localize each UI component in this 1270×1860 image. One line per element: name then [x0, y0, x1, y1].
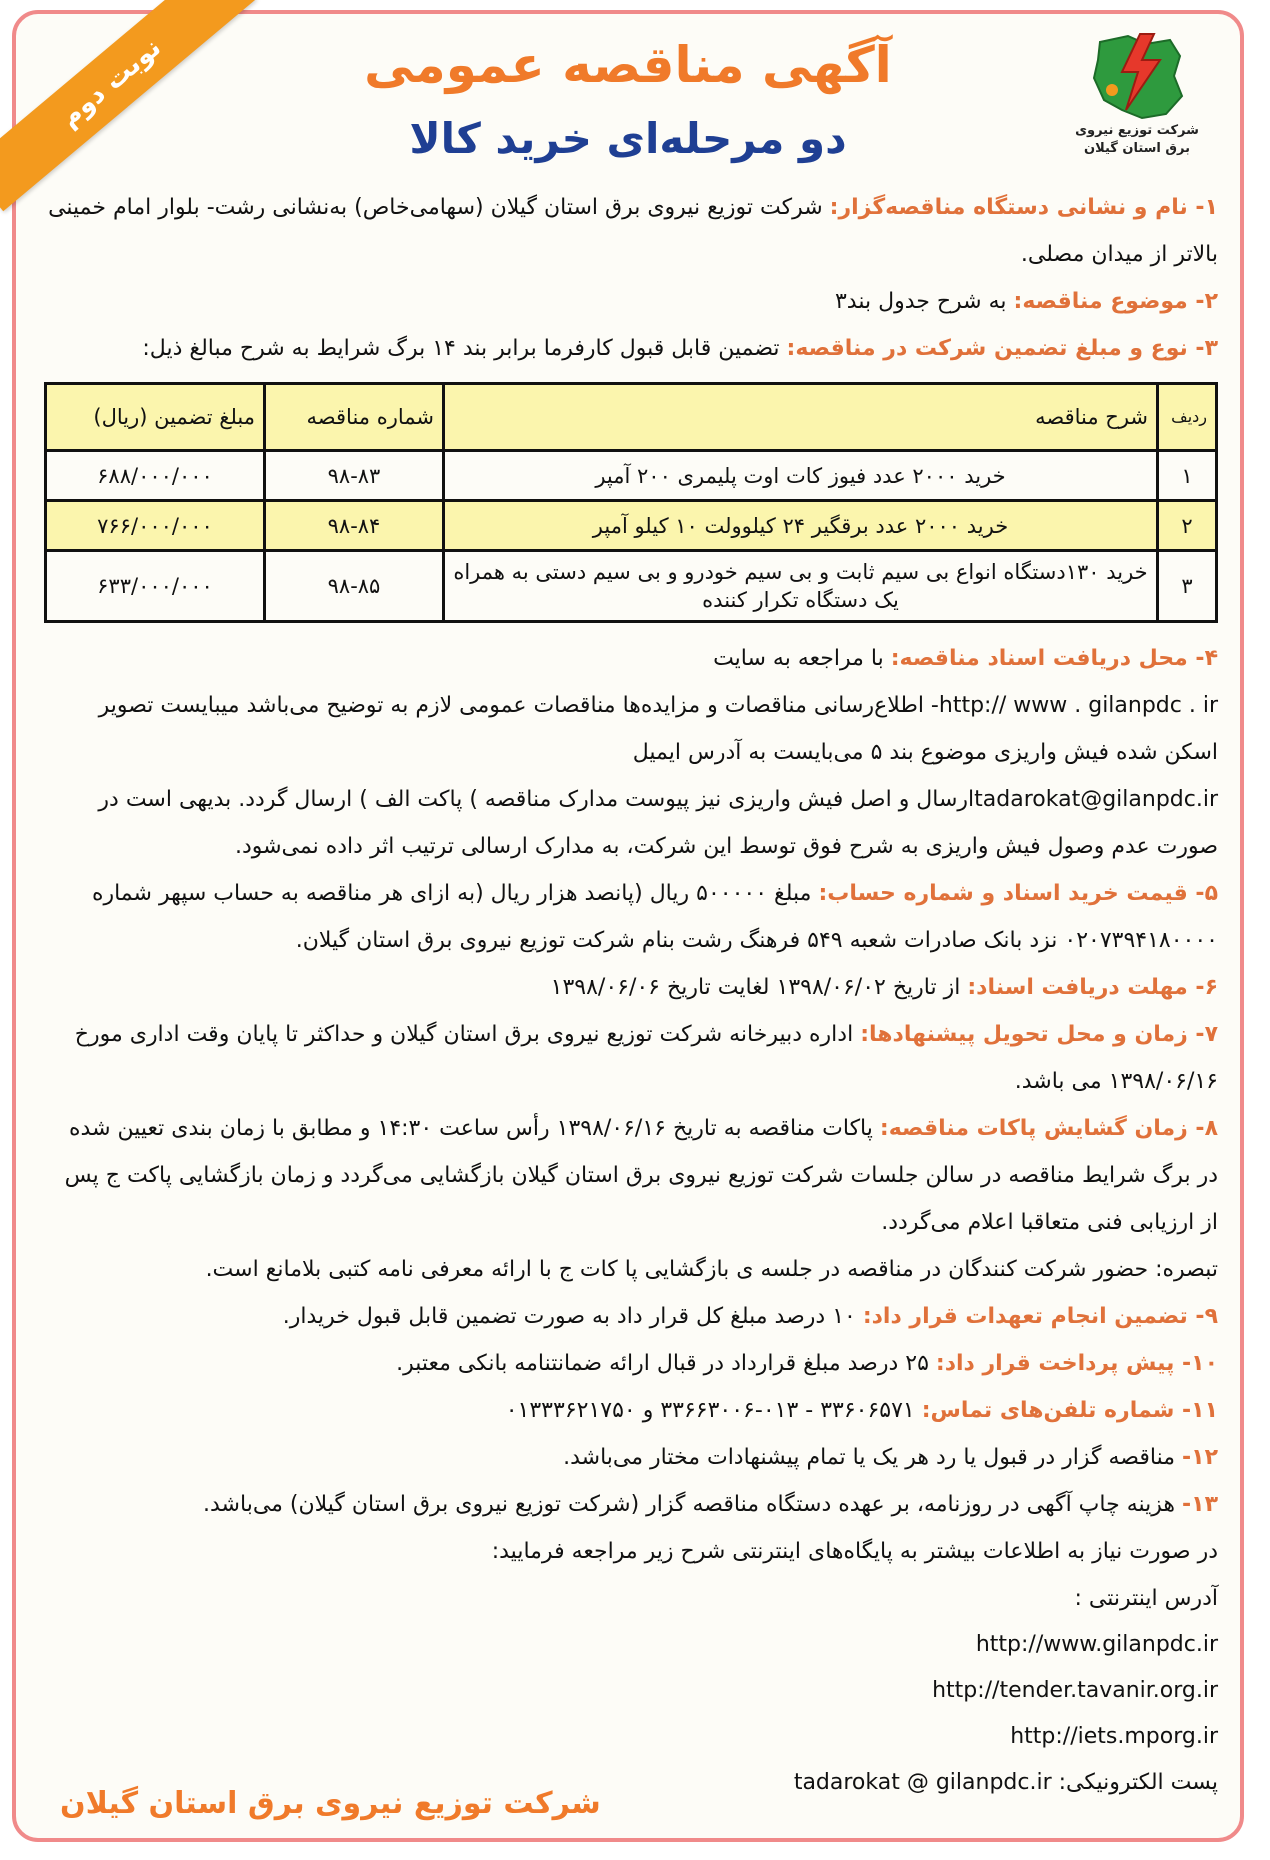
item-4-text-3: ارسال و اصل فیش واریزی نیز پیوست مدارک مناقصه ) پاکت الف ) ارسال گردد. بدیهی است در صورت عدم وصول فیش واریزی به شرح فوق توسط این شرکت، به مدارک ارسالی ترتیب اثر داده نمی‌شود.: [98, 787, 1218, 859]
link-tavanir[interactable]: http://tender.tavanir.org.ir: [932, 1678, 1218, 1703]
header-guarantee-amount: مبلغ تضمین (ریال): [46, 384, 265, 451]
item-7-text: اداره دبیرخانه شرکت توزیع نیروی برق استان گیلان و حداکثر تا پایان وقت اداری مورخ ۱۳۹۸/۰۶/۱۶ می باشد.: [74, 1022, 1218, 1094]
item-10-label: ۱۰- پیش پرداخت قرار داد:: [935, 1351, 1218, 1376]
email-address[interactable]: tadarokat @ gilanpdc.ir: [793, 1770, 1052, 1795]
email-label: پست الکترونیکی:: [1058, 1770, 1218, 1795]
item-6-text: از تاریخ ۱۳۹۸/۰۶/۰۲ لغایت تاریخ ۱۳۹۸/۰۶/۰۶: [550, 975, 961, 1000]
item-4-label: ۴- محل دریافت اسناد مناقصه:: [890, 646, 1218, 671]
item-7-label: ۷- زمان و محل تحویل پیشنهادها:: [860, 1022, 1218, 1047]
link-list: [44, 1622, 1218, 1806]
table-row: [46, 451, 1217, 501]
item-8-label: ۸- زمان گشایش پاکات مناقصه:: [879, 1116, 1218, 1141]
header-row-number: ردیف: [1158, 384, 1217, 451]
item-1-text: شرکت توزیع نیروی برق استان گیلان (سهامی‌خاص) به‌نشانی رشت- بلوار امام خمینی بالاتر از میدان مصلی.: [48, 195, 1218, 267]
item-4-email-link[interactable]: tadarokat@gilanpdc.ir: [974, 787, 1218, 812]
page-title: آگهی مناقصه عمومی: [364, 36, 892, 94]
item-2: [44, 278, 1218, 325]
item-9-label: ۹- تضمین انجام تعهدات قرار داد:: [862, 1304, 1218, 1329]
item-4-site-link[interactable]: http:// www . gilanpdc . ir: [938, 693, 1218, 718]
item-6: [44, 964, 1218, 1011]
item-4-text-2: - اطلاع‌رسانی مناقصات و مزایده‌ها مناقصات عمومی لازم به توضیح می‌باشد میبایست تصویر اسکن شده فیش واریزی موضوع بند ۵ می‌بایست به آدرس ایمیل: [98, 693, 1218, 765]
item-3-label: ۳- نوع و مبلغ تضمین شرکت در مناقصه:: [786, 336, 1218, 361]
item-13-label: ۱۳-: [1182, 1492, 1218, 1517]
announcement-body: [44, 184, 1218, 1806]
item-12: [44, 1434, 1218, 1481]
item-13: [44, 1481, 1218, 1528]
cell-number: ۹۸-۸۳: [265, 451, 444, 501]
item-9: [44, 1293, 1218, 1340]
item-3-text: تضمین قابل قبول کارفرما برابر بند ۱۴ برگ شرایط به شرح مبالغ ذیل:: [142, 336, 780, 361]
item-7: [44, 1011, 1218, 1105]
note: تبصره: حضور شرکت کنندگان در مناقصه در جلسه ی بازگشایی پا کات ج با ارائه معرفی نامه کتبی بلامانع است.: [205, 1257, 1218, 1282]
tender-table: [44, 382, 1218, 623]
second-notice-ribbon: نوبت دوم: [0, 0, 256, 211]
item-5: [44, 870, 1218, 964]
more-info: در صورت نیاز به اطلاعات بیشتر به پایگاه‌های اینترنتی شرح زیر مراجعه فرمایید:: [491, 1539, 1218, 1564]
item-8: [44, 1105, 1218, 1246]
advertisement-page: [12, 10, 1244, 1842]
item-11-label: ۱۱- شماره تلفن‌های تماس:: [921, 1398, 1218, 1423]
page-subtitle: دو مرحله‌ای خرید کالا: [409, 114, 847, 163]
header-description: شرح مناقصه: [444, 384, 1158, 451]
item-1-label: ۱- نام و نشانی دستگاه مناقصه‌گزار:: [829, 195, 1218, 220]
item-4-body: [44, 682, 1218, 776]
table-header-row: [46, 384, 1217, 451]
item-11: [44, 1387, 1218, 1434]
cell-amount: ۶۸۸/۰۰۰/۰۰۰: [46, 451, 265, 501]
item-3: [44, 325, 1218, 372]
item-2-text: به شرح جدول بند۳: [834, 289, 1007, 314]
item-10-text: ۲۵ درصد مبلغ قرارداد در قبال ارائه ضمانتنامه بانکی معتبر.: [396, 1351, 929, 1376]
item-9-text: ۱۰ درصد مبلغ کل قرار داد به صورت تضمین قابل قبول خریدار.: [282, 1304, 856, 1329]
item-1: [44, 184, 1218, 278]
item-12-text: مناقصه گزار در قبول یا رد هر یک یا تمام پیشنهادات مختار می‌باشد.: [563, 1445, 1175, 1470]
item-6-label: ۶- مهلت دریافت اسناد:: [967, 975, 1218, 1000]
company-signature: شرکت توزیع نیروی برق استان گیلان: [60, 1786, 601, 1821]
item-2-label: ۲- موضوع مناقصه:: [1013, 289, 1218, 314]
logo-caption: شرکت توزیع نیروی برق استان گیلان: [1075, 123, 1199, 156]
table-row: [46, 551, 1217, 622]
cell-desc: خرید ۲۰۰۰ عدد فیوز کات اوت پلیمری ۲۰۰ آمپر: [444, 451, 1158, 501]
item-5-text: مبلغ ۵۰۰۰۰۰ ریال (پانصد هزار ریال (به ازای هر مناقصه به حساب سپهر شماره ۰۲۰۷۳۹۴۱۸۰۰۰۰ نزد بانک صادرات شعبه ۵۴۹ فرهنگ رشت بنام شرکت توزیع نیروی برق استان گیلان.: [91, 881, 1218, 953]
item-4-email-line: [44, 776, 1218, 870]
cell-desc: خرید ۲۰۰۰ عدد برقگیر ۲۴ کیلوولت ۱۰ کیلو آمپر: [444, 501, 1158, 551]
cell-desc: خرید ۱۳۰دستگاه انواع بی سیم ثابت و بی سیم خودرو و بی سیم دستی به همراه یک دستگاه تکرار کننده: [444, 551, 1158, 622]
table-row: [46, 501, 1217, 551]
cell-number: ۹۸-۸۵: [265, 551, 444, 622]
item-11-text: ۳۳۶۰۶۵۷۱ - ۰۱۳-۳۳۶۶۳۰۰۶ و ۰۱۳۳۳۶۲۱۷۵۰: [505, 1398, 915, 1423]
cell-number: ۹۸-۸۴: [265, 501, 444, 551]
item-4-text-1: با مراجعه به سایت: [713, 646, 884, 671]
item-10: [44, 1340, 1218, 1387]
item-5-label: ۵- قیمت خرید اسناد و شماره حساب:: [818, 881, 1218, 906]
item-13-text: هزینه چاپ آگهی در روزنامه، بر عهده دستگاه مناقصه گزار (شرکت توزیع نیروی برق استان گیلان) می‌باشد.: [203, 1492, 1175, 1517]
cell-row: ۲: [1158, 501, 1217, 551]
cell-amount: ۶۳۳/۰۰۰/۰۰۰: [46, 551, 265, 622]
header-tender-number: شماره مناقصه: [265, 384, 444, 451]
item-8-text: پاکات مناقصه به تاریخ ۱۳۹۸/۰۶/۱۶ رأس ساعت ۱۴:۳۰ و مطابق با زمان بندی تعیین شده در برگ شرایط مناقصه در سالن جلسات شرکت توزیع نیروی برق استان گیلان بازگشایی می‌گردد و زمان بازگشایی پاکت ج پس از ارزیابی فنی متعاقبا اعلام می‌گردد.: [64, 1116, 1218, 1235]
web-label: آدرس اینترنتی :: [1074, 1586, 1218, 1611]
cell-row: ۱: [1158, 451, 1217, 501]
cell-row: ۳: [1158, 551, 1217, 622]
item-4: [44, 635, 1218, 682]
link-mporg[interactable]: http://iets.mporg.ir: [1010, 1724, 1218, 1749]
item-12-label: ۱۲-: [1182, 1445, 1218, 1470]
link-gilanpdc[interactable]: http://www.gilanpdc.ir: [975, 1632, 1218, 1657]
cell-amount: ۷۶۶/۰۰۰/۰۰۰: [46, 501, 265, 551]
